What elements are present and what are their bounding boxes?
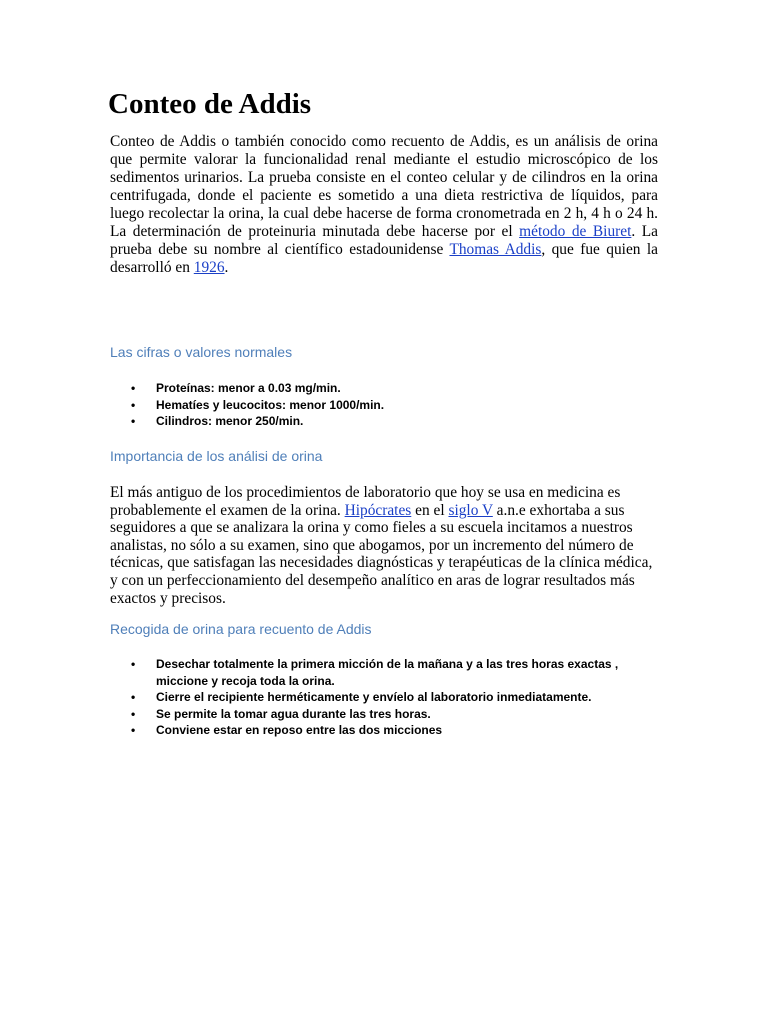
collection-list	[0, 656, 660, 739]
importance-text-2: en el	[411, 501, 449, 519]
link-year-1926[interactable]: 1926	[193, 259, 225, 276]
bullet-icon: •	[131, 706, 136, 721]
normal-values-list	[0, 380, 520, 430]
heading-importance: Importancia de los análisi de orina	[110, 448, 323, 464]
list-item	[0, 656, 660, 689]
intro-text-4: .	[224, 259, 229, 276]
importance-text-3: a.n.e exhortaba a sus seguidores a que se analizara la orina y como fieles a su escuela incitamos a nuestros analistas, no sólo a su examen, sino que abogamos, por un incremento del número de técnicas, que satisfagan las necesidades diagnósticas y terapéuticas de la clínica médica, y con un perfeccionamiento del desempeño analítico en aras de lograr resultados más exactos y precisos.	[110, 501, 653, 607]
list-item	[0, 689, 660, 706]
link-hipocrates[interactable]: Hipócrates	[344, 501, 412, 519]
link-siglo-v[interactable]: siglo V	[448, 501, 493, 519]
bullet-icon: •	[131, 657, 136, 671]
list-item-text: Proteínas: menor a 0.03 mg/min.	[156, 381, 341, 395]
list-item-text: Desechar totalmente la primera micción de la mañana y a las tres horas exactas , miccione y recoja toda la orina.	[156, 657, 619, 688]
list-item	[0, 397, 520, 414]
bullet-icon: •	[131, 723, 136, 737]
list-item-text: Hematíes y leucocitos: menor 1000/min.	[156, 397, 385, 412]
bullet-icon: •	[131, 690, 136, 704]
list-item-text: Cilindros: menor 250/min.	[156, 414, 304, 428]
importance-text-1: El más antiguo de los procedimientos de laboratorio que hoy se usa en medicina es probablemente el examen de la orina.	[110, 484, 621, 519]
list-item	[0, 380, 520, 397]
list-item-text: Conviene estar en reposo entre las dos micciones	[156, 723, 443, 737]
link-metodo-biuret[interactable]: método de Biuret	[519, 223, 632, 240]
list-item	[0, 722, 660, 739]
list-item-text: Cierre el recipiente herméticamente y envíelo al laboratorio inmediatamente.	[156, 690, 592, 704]
bullet-icon: •	[131, 414, 136, 428]
bullet-icon: •	[131, 397, 136, 412]
list-item	[0, 413, 520, 430]
importance-paragraph	[110, 484, 658, 607]
heading-normal-values: Las cifras o valores normales	[110, 344, 293, 360]
intro-paragraph	[110, 133, 658, 277]
list-item-text: Se permite la tomar agua durante las tres horas.	[156, 706, 431, 721]
intro-text-3: , que fue quien la desarrolló en	[110, 241, 659, 276]
intro-text-1: Conteo de Addis o también conocido como recuento de Addis, es un análisis de orina que permite valorar la funcionalidad renal mediante el estudio microscópico de los sedimentos urinarios. La prueba consiste en el conteo celular y de cilindros en la orina centrifugada, donde el paciente es sometido a una dieta restrictiva de líquidos, para luego recolectar la orina, la cual debe hacerse de forma cronometrada en 2 h, 4 h o 24 h. La determinación de proteinuria minutada debe hacerse por el	[110, 133, 658, 240]
document-title: Conteo de Addis	[108, 88, 312, 120]
list-item	[0, 706, 660, 723]
bullet-icon: •	[131, 381, 136, 395]
heading-collection: Recogida de orina para recuento de Addis	[110, 621, 372, 637]
intro-text-2: . La prueba debe su nombre al científico estadounidense	[110, 223, 658, 258]
link-thomas-addis[interactable]: Thomas Addis	[449, 241, 542, 258]
